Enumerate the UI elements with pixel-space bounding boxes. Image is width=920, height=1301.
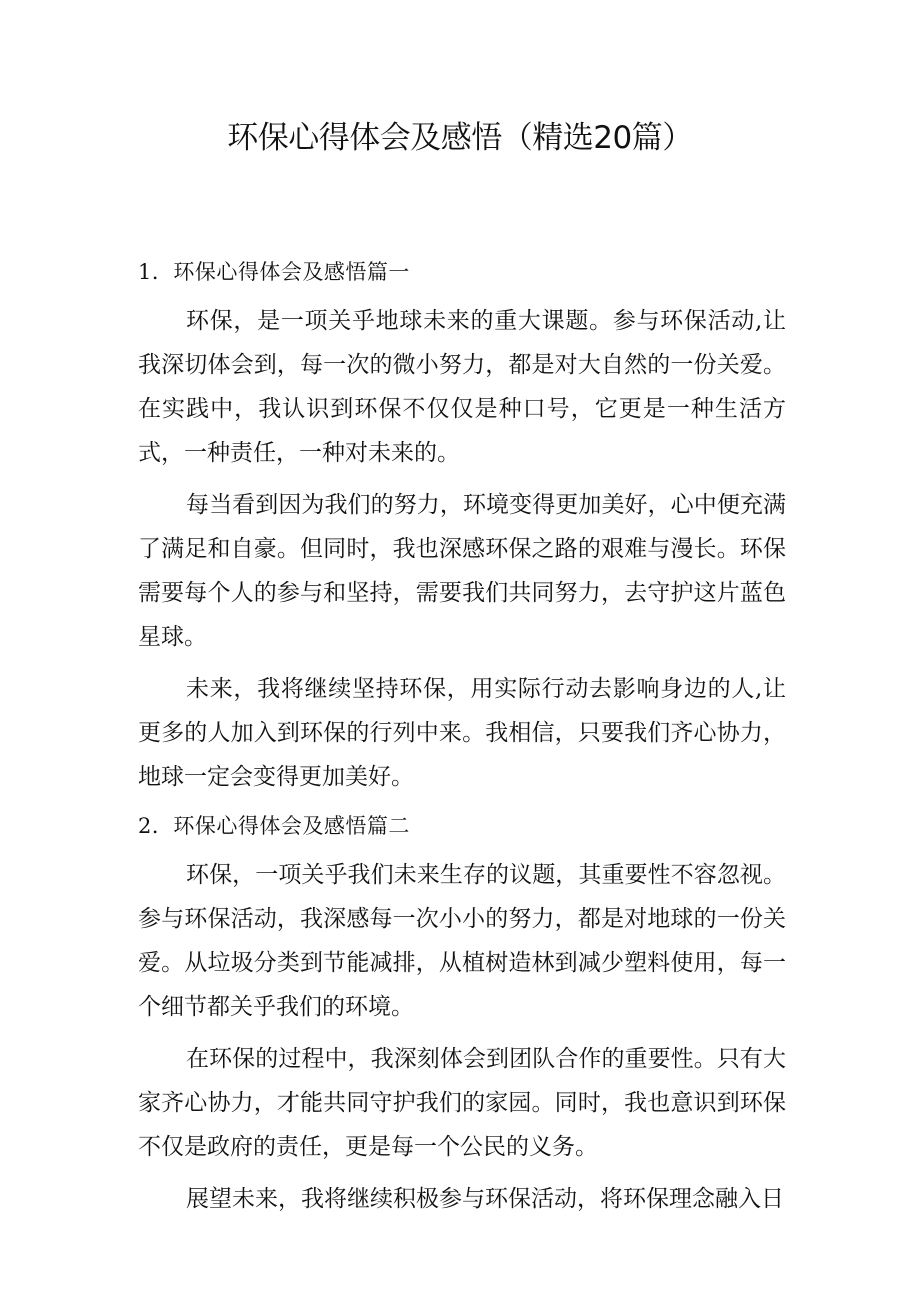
paragraph: 未来，我将继续坚持环保，用实际行动去影响身边的人,让更多的人加入到环保的行列中来。我相信，只要我们齐心协力，地球一定会变得更加美好。 [138, 676, 786, 790]
paragraph: 展望未来，我将继续积极参与环保活动，将环保理念融入日 [186, 1186, 784, 1212]
section-1 [138, 253, 786, 799]
section-heading: 1．环保心得体会及感悟篇一 [138, 260, 410, 284]
section-heading: 2．环保心得体会及感悟篇二 [138, 814, 410, 838]
document-body [138, 253, 786, 1229]
paragraph: 环保，一项关乎我们未来生存的议题，其重要性不容忽视。参与环保活动，我深感每一次小小的努力，都是对地球的一份关爱。从垃圾分类到节能减排，从植树造林到减少塑料使用，每一个细节都关乎我们的环境。 [138, 862, 786, 1020]
section-2 [138, 807, 786, 1221]
paragraph: 在环保的过程中，我深刻体会到团队合作的重要性。只有大家齐心协力，才能共同守护我们的家园。同时，我也意识到环保不仅是政府的责任，更是每一个公民的义务。 [138, 1046, 786, 1160]
paragraph: 每当看到因为我们的努力，环境变得更加美好，心中便充满了满足和自豪。但同时，我也深感环保之路的艰难与漫长。环保需要每个人的参与和坚持，需要我们共同努力，去守护这片蓝色星球。 [138, 492, 786, 650]
document-title: 环保心得体会及感悟（精选20篇） [227, 120, 693, 156]
paragraph: 环保，是一项关乎地球未来的重大课题。参与环保活动,让我深切体会到，每一次的微小努力，都是对大自然的一份关爱。在实践中，我认识到环保不仅仅是种口号，它更是一种生活方式，一种责任，一种对未来的。 [138, 308, 786, 466]
